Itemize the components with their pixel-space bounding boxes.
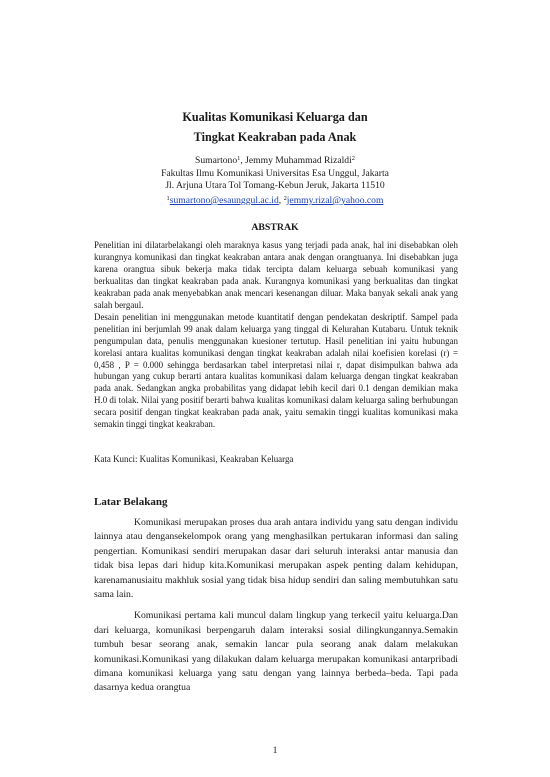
paper-title-line-2: Tingkat Keakraban pada Anak <box>193 130 357 144</box>
email-line <box>0 193 550 208</box>
author-separator: , <box>240 155 246 166</box>
section-heading: Latar Belakang <box>94 496 168 508</box>
keywords: Kata Kunci: Kualitas Komunikasi, Keakraban Keluarga <box>94 454 294 464</box>
author-superscript: 2 <box>351 155 355 162</box>
author-line <box>0 153 550 168</box>
abstract-paragraph: Penelitian ini dilatarbelakangi oleh maraknya kasus yang terjadi pada anak, hal ini disebabkan oleh kurangnya komunikasi dan tingkat keakraban antara anak dengan orangtuanya. Ini disebabkan juga karena orangtua sibuk bekerja maka tidak tercipta dalam keluarga sebuah komunikasi yang berkualitas dan tingkat keakraban pada anak. Kurangnya komunikasi yang berkualitas dan tingkat keakraban pada anak menyebabkan anak mencari kesenangan diluar. Maka banyak sekali anak yang salah bergaul. <box>94 240 458 310</box>
body-paragraph: Komunikasi pertama kali muncul dalam lingkup yang terkecil yaitu keluarga.Dan dari keluarga, komunikasi berpengaruh dalam interaksi sosial dilingkungannya.Semakin tumbuh besar seorang anak, semakin lancar pula seorang anak dalam melakukan komunikasi.Komunikasi yang dilakukan dalam keluarga merupakan komunikasi antarpribadi dimana komunikasi keluarga yang satu dengan yang lainnya berbeda–beda. Tapi pada dasarnya kedua orangtua <box>94 610 458 694</box>
author-superscript: 1 <box>237 155 241 162</box>
email-superscript: 2 <box>283 194 287 202</box>
email-separator: , <box>278 194 284 206</box>
body-text <box>94 516 458 703</box>
body-paragraph: Komunikasi merupakan proses dua arah antara individu yang satu dengan individu lainnya atau dengansekelompok orang yang menghasilkan pertukaran informasi dan saling pengertian. Komunikasi sendiri merupakan dasar dari seluruh interaksi antar manusia dan tidak bisa lepas dari hidup kita.Komunikasi merupakan aspek penting dalam kehidupan, karenamanusiaitu makhluk sosial yang tidak bisa hidup sendiri dan saling membutuhkan satu sama lain. <box>94 517 458 601</box>
abstract-heading: ABSTRAK <box>251 222 299 233</box>
author-name: Sumartono <box>195 155 238 166</box>
address: Jl. Arjuna Utara Tol Tomang-Kebun Jeruk, Jakarta 11510 <box>165 180 385 192</box>
page-number: 1 <box>272 745 278 756</box>
paper-title-line-1: Kualitas Komunikasi Keluarga dan <box>182 110 368 124</box>
affiliation: Fakultas Ilmu Komunikasi Universitas Esa Unggul, Jakarta <box>161 167 389 179</box>
email-superscript: 1 <box>166 194 170 202</box>
author-block <box>0 153 550 207</box>
abstract-paragraph: Desain penelitian ini menggunakan metode kuantitatif dengan pendekatan deskriptif. Sampel pada penelitian ini berjumlah 99 anak dalam keluarga yang tinggal di Kelurahan Kutabaru. Untuk teknik pengumpulan data, penulis menggunakan kuesioner tertutup. Hasil penelitian ini yaitu hubungan korelasi antara kualitas komunikasi dengan tingkat keakraban adalah nilai koefisien korelasi (r) = 0,458 , P = 0.000 sehingga berdasarkan tabel interpretasi nilai r, dapat disimpulkan bahwa ada hubungan yang cukup berarti antara kualitas komunikasi dalam keluarga dengan tingkat keakraban pada anak. Sedangkan angka probabilitas yang didapat lebih kecil dari 0.1 dengan demikian maka H.0 di tolak. Nilai yang positif berarti bahwa kualitas komunikasi dalam keluarga saling berhubungan secara positif dengan tingkat keakraban pada anak, yaitu semakin tinggi kualitas komunikasi maka semakin tinggi tingkat keakraban. <box>94 311 458 430</box>
abstract <box>94 240 458 431</box>
email-link[interactable]: jemmy.rizal@yahoo.com <box>286 194 384 206</box>
email-link[interactable]: sumartono@esaunggul.ac.id <box>169 194 279 206</box>
author-name: Jemmy Muhammad Rizaldi <box>245 155 352 166</box>
